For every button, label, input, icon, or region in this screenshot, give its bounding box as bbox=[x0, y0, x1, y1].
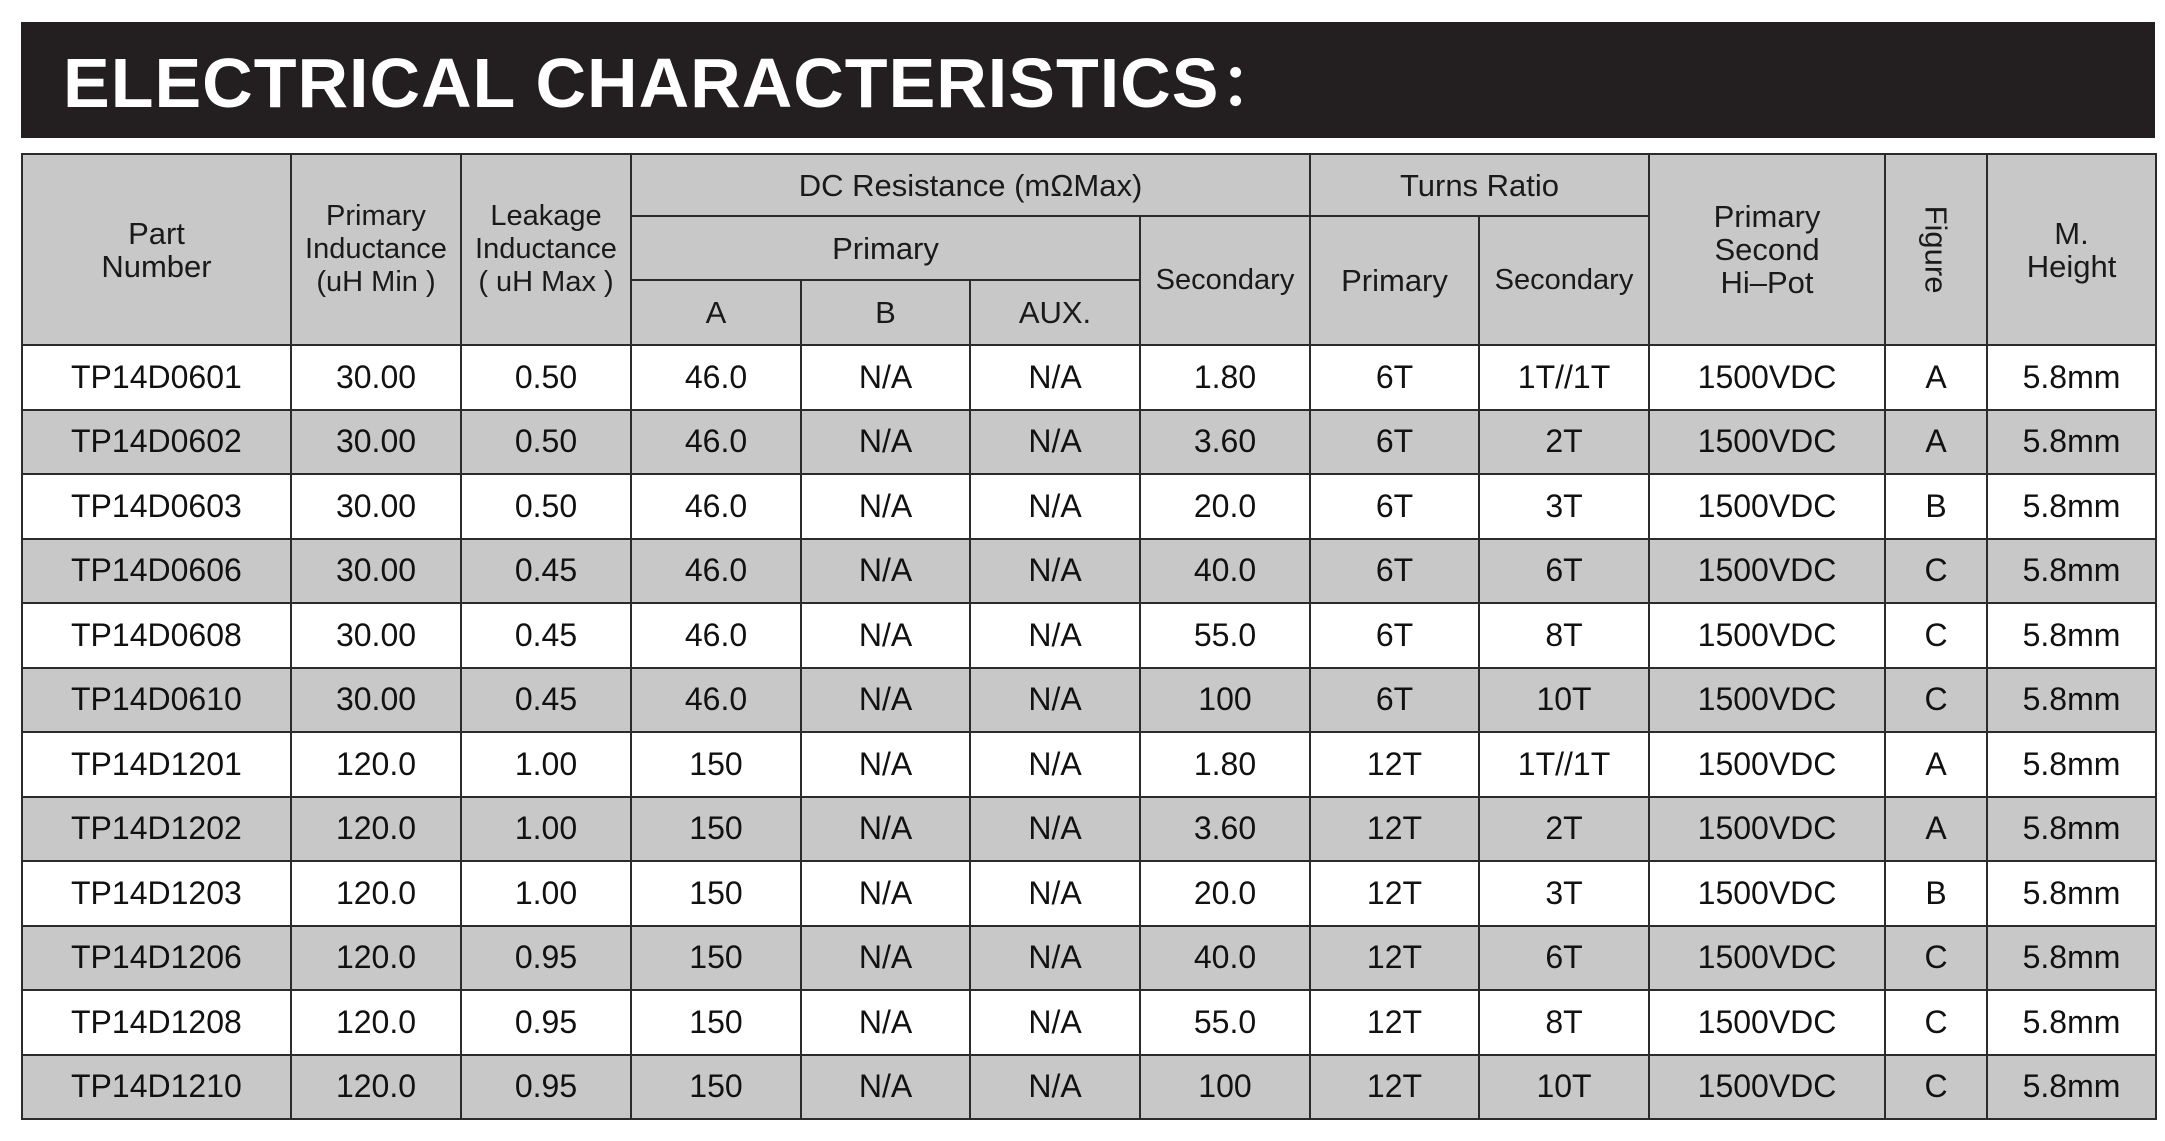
cell-leakage-inductance: 1.00 bbox=[461, 797, 631, 862]
cell-tr-primary: 12T bbox=[1310, 926, 1479, 991]
cell-m-height: 5.8mm bbox=[1987, 732, 2156, 797]
cell-part-number: TP14D1206 bbox=[22, 926, 291, 991]
cell-leakage-inductance: 1.00 bbox=[461, 861, 631, 926]
cell-figure: C bbox=[1885, 926, 1987, 991]
cell-hipot: 1500VDC bbox=[1649, 410, 1885, 475]
cell-part-number: TP14D0608 bbox=[22, 603, 291, 668]
cell-tr-secondary: 10T bbox=[1479, 1055, 1649, 1120]
table-row bbox=[22, 861, 2156, 926]
cell-dc-a: 150 bbox=[631, 926, 801, 991]
table-row bbox=[22, 926, 2156, 991]
table-row bbox=[22, 990, 2156, 1055]
cell-dc-aux: N/A bbox=[970, 539, 1140, 604]
cell-dc-a: 150 bbox=[631, 861, 801, 926]
cell-part-number: TP14D0606 bbox=[22, 539, 291, 604]
cell-dc-b: N/A bbox=[801, 668, 970, 733]
table-row bbox=[22, 345, 2156, 410]
cell-dc-a: 46.0 bbox=[631, 474, 801, 539]
cell-primary-inductance: 120.0 bbox=[291, 1055, 461, 1120]
table-row bbox=[22, 797, 2156, 862]
cell-primary-inductance: 30.00 bbox=[291, 410, 461, 475]
header-dc-primary: Primary bbox=[631, 216, 1140, 280]
cell-dc-b: N/A bbox=[801, 410, 970, 475]
cell-dc-aux: N/A bbox=[970, 1055, 1140, 1120]
cell-dc-aux: N/A bbox=[970, 926, 1140, 991]
cell-hipot: 1500VDC bbox=[1649, 926, 1885, 991]
cell-part-number: TP14D0603 bbox=[22, 474, 291, 539]
cell-part-number: TP14D0602 bbox=[22, 410, 291, 475]
cell-tr-secondary: 10T bbox=[1479, 668, 1649, 733]
cell-figure: A bbox=[1885, 732, 1987, 797]
table-row bbox=[22, 732, 2156, 797]
cell-figure: A bbox=[1885, 345, 1987, 410]
cell-dc-b: N/A bbox=[801, 797, 970, 862]
cell-dc-b: N/A bbox=[801, 732, 970, 797]
header-hipot: Primary Second Hi–Pot bbox=[1649, 154, 1885, 345]
cell-tr-secondary: 1T//1T bbox=[1479, 732, 1649, 797]
cell-m-height: 5.8mm bbox=[1987, 797, 2156, 862]
cell-primary-inductance: 120.0 bbox=[291, 732, 461, 797]
cell-dc-secondary: 100 bbox=[1140, 1055, 1310, 1120]
cell-dc-aux: N/A bbox=[970, 474, 1140, 539]
cell-hipot: 1500VDC bbox=[1649, 990, 1885, 1055]
cell-primary-inductance: 30.00 bbox=[291, 668, 461, 733]
cell-figure: A bbox=[1885, 797, 1987, 862]
cell-dc-b: N/A bbox=[801, 603, 970, 668]
table-row bbox=[22, 1055, 2156, 1120]
cell-part-number: TP14D1202 bbox=[22, 797, 291, 862]
cell-m-height: 5.8mm bbox=[1987, 990, 2156, 1055]
cell-m-height: 5.8mm bbox=[1987, 410, 2156, 475]
cell-primary-inductance: 120.0 bbox=[291, 990, 461, 1055]
cell-dc-aux: N/A bbox=[970, 990, 1140, 1055]
cell-m-height: 5.8mm bbox=[1987, 668, 2156, 733]
header-dc-a: A bbox=[631, 280, 801, 345]
cell-dc-secondary: 1.80 bbox=[1140, 345, 1310, 410]
cell-dc-a: 46.0 bbox=[631, 410, 801, 475]
cell-figure: C bbox=[1885, 539, 1987, 604]
cell-dc-secondary: 40.0 bbox=[1140, 539, 1310, 604]
cell-tr-primary: 12T bbox=[1310, 797, 1479, 862]
cell-m-height: 5.8mm bbox=[1987, 474, 2156, 539]
cell-hipot: 1500VDC bbox=[1649, 797, 1885, 862]
cell-hipot: 1500VDC bbox=[1649, 539, 1885, 604]
cell-figure: C bbox=[1885, 1055, 1987, 1120]
cell-primary-inductance: 120.0 bbox=[291, 797, 461, 862]
header-tr-primary: Primary bbox=[1310, 216, 1479, 345]
cell-tr-secondary: 2T bbox=[1479, 797, 1649, 862]
cell-tr-secondary: 6T bbox=[1479, 926, 1649, 991]
cell-hipot: 1500VDC bbox=[1649, 861, 1885, 926]
cell-leakage-inductance: 0.45 bbox=[461, 603, 631, 668]
cell-tr-secondary: 3T bbox=[1479, 861, 1649, 926]
cell-leakage-inductance: 0.50 bbox=[461, 474, 631, 539]
cell-tr-secondary: 8T bbox=[1479, 990, 1649, 1055]
cell-tr-primary: 6T bbox=[1310, 539, 1479, 604]
cell-tr-secondary: 6T bbox=[1479, 539, 1649, 604]
cell-part-number: TP14D1210 bbox=[22, 1055, 291, 1120]
cell-leakage-inductance: 0.95 bbox=[461, 990, 631, 1055]
electrical-characteristics-table bbox=[21, 153, 2157, 1120]
cell-part-number: TP14D1203 bbox=[22, 861, 291, 926]
cell-m-height: 5.8mm bbox=[1987, 926, 2156, 991]
cell-dc-secondary: 55.0 bbox=[1140, 603, 1310, 668]
header-figure bbox=[1885, 154, 1987, 345]
cell-tr-secondary: 2T bbox=[1479, 410, 1649, 475]
cell-part-number: TP14D1208 bbox=[22, 990, 291, 1055]
cell-figure: C bbox=[1885, 990, 1987, 1055]
cell-tr-primary: 6T bbox=[1310, 410, 1479, 475]
cell-hipot: 1500VDC bbox=[1649, 668, 1885, 733]
header-dc-aux: AUX. bbox=[970, 280, 1140, 345]
cell-dc-b: N/A bbox=[801, 861, 970, 926]
cell-tr-primary: 12T bbox=[1310, 990, 1479, 1055]
cell-m-height: 5.8mm bbox=[1987, 1055, 2156, 1120]
page-title: ELECTRICAL CHARACTERISTICS： bbox=[63, 44, 1291, 122]
cell-part-number: TP14D0610 bbox=[22, 668, 291, 733]
cell-dc-secondary: 20.0 bbox=[1140, 474, 1310, 539]
cell-hipot: 1500VDC bbox=[1649, 474, 1885, 539]
cell-dc-a: 150 bbox=[631, 990, 801, 1055]
cell-leakage-inductance: 0.45 bbox=[461, 668, 631, 733]
cell-primary-inductance: 120.0 bbox=[291, 861, 461, 926]
cell-leakage-inductance: 0.50 bbox=[461, 345, 631, 410]
cell-m-height: 5.8mm bbox=[1987, 861, 2156, 926]
cell-dc-aux: N/A bbox=[970, 603, 1140, 668]
cell-dc-aux: N/A bbox=[970, 797, 1140, 862]
cell-m-height: 5.8mm bbox=[1987, 345, 2156, 410]
cell-dc-aux: N/A bbox=[970, 410, 1140, 475]
cell-dc-aux: N/A bbox=[970, 732, 1140, 797]
cell-dc-secondary: 20.0 bbox=[1140, 861, 1310, 926]
header-turns-ratio: Turns Ratio bbox=[1310, 154, 1649, 216]
cell-hipot: 1500VDC bbox=[1649, 603, 1885, 668]
cell-dc-b: N/A bbox=[801, 926, 970, 991]
cell-figure: A bbox=[1885, 410, 1987, 475]
cell-figure: C bbox=[1885, 668, 1987, 733]
cell-m-height: 5.8mm bbox=[1987, 539, 2156, 604]
cell-dc-aux: N/A bbox=[970, 668, 1140, 733]
cell-figure: C bbox=[1885, 603, 1987, 668]
cell-tr-primary: 12T bbox=[1310, 1055, 1479, 1120]
cell-tr-primary: 12T bbox=[1310, 861, 1479, 926]
cell-dc-a: 150 bbox=[631, 1055, 801, 1120]
cell-leakage-inductance: 1.00 bbox=[461, 732, 631, 797]
cell-dc-secondary: 55.0 bbox=[1140, 990, 1310, 1055]
cell-tr-primary: 6T bbox=[1310, 603, 1479, 668]
cell-dc-b: N/A bbox=[801, 539, 970, 604]
cell-part-number: TP14D1201 bbox=[22, 732, 291, 797]
cell-primary-inductance: 30.00 bbox=[291, 474, 461, 539]
cell-primary-inductance: 120.0 bbox=[291, 926, 461, 991]
cell-leakage-inductance: 0.95 bbox=[461, 1055, 631, 1120]
cell-dc-a: 46.0 bbox=[631, 539, 801, 604]
cell-dc-a: 150 bbox=[631, 732, 801, 797]
header-part-number: Part Number bbox=[22, 154, 291, 345]
cell-primary-inductance: 30.00 bbox=[291, 345, 461, 410]
cell-tr-primary: 6T bbox=[1310, 668, 1479, 733]
cell-dc-a: 150 bbox=[631, 797, 801, 862]
cell-hipot: 1500VDC bbox=[1649, 732, 1885, 797]
cell-leakage-inductance: 0.45 bbox=[461, 539, 631, 604]
header-primary-inductance: Primary Inductance (uH Min ) bbox=[291, 154, 461, 345]
cell-dc-secondary: 40.0 bbox=[1140, 926, 1310, 991]
cell-dc-a: 46.0 bbox=[631, 668, 801, 733]
cell-dc-secondary: 100 bbox=[1140, 668, 1310, 733]
table-row bbox=[22, 668, 2156, 733]
cell-dc-b: N/A bbox=[801, 345, 970, 410]
table-row bbox=[22, 603, 2156, 668]
header-m-height: M. Height bbox=[1987, 154, 2156, 345]
header-leakage-inductance: Leakage Inductance ( uH Max ) bbox=[461, 154, 631, 345]
header-figure-label: Figure bbox=[1918, 205, 1954, 294]
cell-dc-secondary: 3.60 bbox=[1140, 410, 1310, 475]
cell-hipot: 1500VDC bbox=[1649, 345, 1885, 410]
table-row bbox=[22, 539, 2156, 604]
cell-tr-primary: 6T bbox=[1310, 345, 1479, 410]
header-dc-resistance: DC Resistance (mΩMax) bbox=[631, 154, 1310, 216]
cell-dc-a: 46.0 bbox=[631, 603, 801, 668]
cell-dc-b: N/A bbox=[801, 1055, 970, 1120]
cell-m-height: 5.8mm bbox=[1987, 603, 2156, 668]
header-dc-b: B bbox=[801, 280, 970, 345]
cell-figure: B bbox=[1885, 861, 1987, 926]
table-row bbox=[22, 410, 2156, 475]
cell-tr-secondary: 1T//1T bbox=[1479, 345, 1649, 410]
cell-dc-a: 46.0 bbox=[631, 345, 801, 410]
cell-dc-b: N/A bbox=[801, 474, 970, 539]
cell-dc-b: N/A bbox=[801, 990, 970, 1055]
header-dc-secondary: Secondary bbox=[1140, 216, 1310, 345]
table-row bbox=[22, 474, 2156, 539]
cell-figure: B bbox=[1885, 474, 1987, 539]
cell-tr-primary: 6T bbox=[1310, 474, 1479, 539]
cell-tr-primary: 12T bbox=[1310, 732, 1479, 797]
cell-leakage-inductance: 0.95 bbox=[461, 926, 631, 991]
table-body bbox=[22, 345, 2156, 1119]
cell-tr-secondary: 3T bbox=[1479, 474, 1649, 539]
cell-primary-inductance: 30.00 bbox=[291, 603, 461, 668]
header-tr-secondary: Secondary bbox=[1479, 216, 1649, 345]
cell-hipot: 1500VDC bbox=[1649, 1055, 1885, 1120]
cell-primary-inductance: 30.00 bbox=[291, 539, 461, 604]
cell-tr-secondary: 8T bbox=[1479, 603, 1649, 668]
cell-part-number: TP14D0601 bbox=[22, 345, 291, 410]
cell-dc-aux: N/A bbox=[970, 861, 1140, 926]
title-bar bbox=[21, 22, 2155, 138]
cell-dc-secondary: 3.60 bbox=[1140, 797, 1310, 862]
cell-dc-secondary: 1.80 bbox=[1140, 732, 1310, 797]
cell-leakage-inductance: 0.50 bbox=[461, 410, 631, 475]
cell-dc-aux: N/A bbox=[970, 345, 1140, 410]
